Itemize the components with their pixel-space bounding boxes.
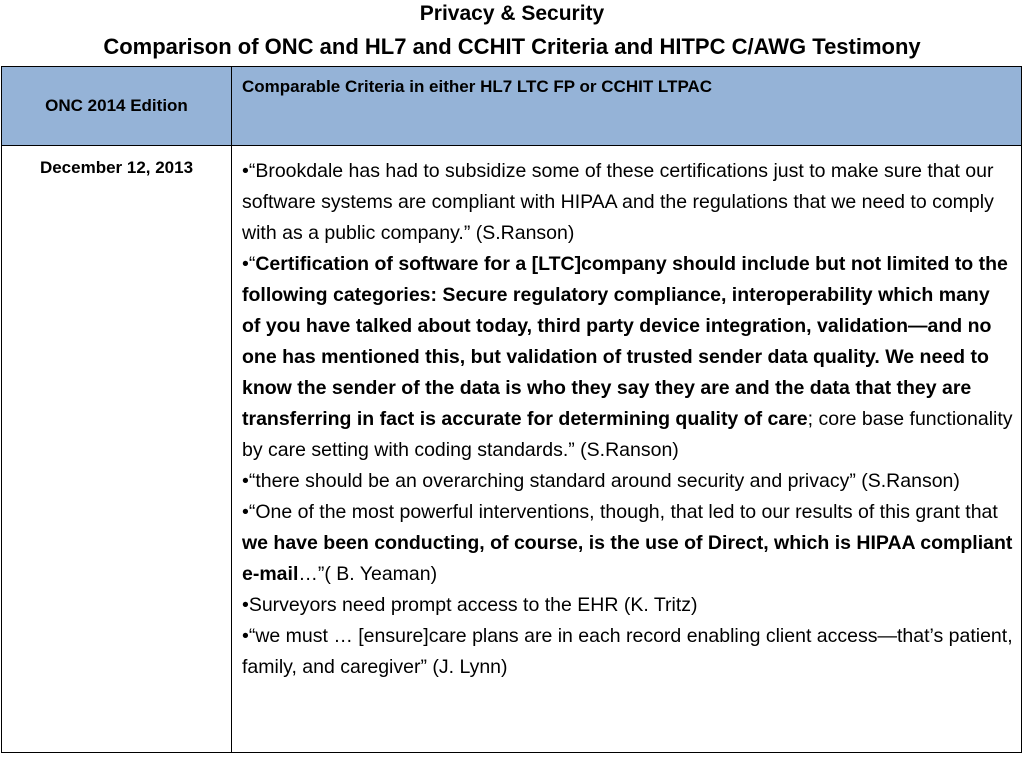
testimony-item-3	[242, 466, 1013, 497]
item-text: •“Brookdale has had to subsidize some of these certifications just to make sure that our software systems are compliant with HIPAA and the regulations that we need to comply with as a public company.” (S.Ranson)	[242, 160, 994, 244]
criteria-table	[1, 66, 1022, 753]
title-line-2: Comparison of ONC and HL7 and CCHIT Criteria and HITPC C/AWG Testimony	[103, 34, 921, 59]
item-text: •Surveyors need prompt access to the EHR (K. Tritz)	[242, 594, 698, 616]
table-row	[2, 146, 1022, 753]
item-text: •“there should be an overarching standard around security and privacy” (S.Ranson)	[242, 470, 960, 492]
item-text: •“	[242, 253, 256, 275]
header-onc-2014-edition: ONC 2014 Edition	[2, 67, 232, 146]
item-text-bold: we have been conducting, of course, is the use of Direct, which is HIPAA compliant e-mail	[242, 532, 1013, 585]
item-text: •“we must … [ensure]care plans are in each record enabling client access—that’s patient, family, and caregiver” (J. Lynn)	[242, 625, 1013, 678]
testimony-item-4	[242, 497, 1013, 590]
table-header-row	[2, 67, 1022, 146]
testimony-item-6	[242, 621, 1013, 683]
title-line-1: Privacy & Security	[419, 2, 605, 25]
testimony-date: December 12, 2013	[2, 146, 232, 753]
header-comparable-criteria: Comparable Criteria in either HL7 LTC FP or CCHIT LTPAC	[232, 67, 1022, 146]
testimony-item-1	[242, 156, 1013, 249]
testimony-item-2	[242, 249, 1013, 466]
testimony-item-5	[242, 590, 1013, 621]
item-text: ; core base functionality by care setting with coding standards.” (S.Ranson)	[242, 408, 1013, 461]
testimony-list	[232, 146, 1022, 753]
item-text: …”( B. Yeaman)	[298, 563, 438, 585]
item-text-bold: Certification of software for a [LTC]company should include but not limited to the following categories: Secure regulatory compliance, interoperability which many of you have talked about today, third party device integration, validation—and no one has mentioned this, but validation of trusted sender data quality. We need to know the sender of the data is who they say they are and the data that they are transferring in fact is accurate for determining quality of care	[242, 253, 1008, 430]
item-text: •“One of the most powerful interventions, though, that led to our results of this grant that	[242, 501, 998, 523]
